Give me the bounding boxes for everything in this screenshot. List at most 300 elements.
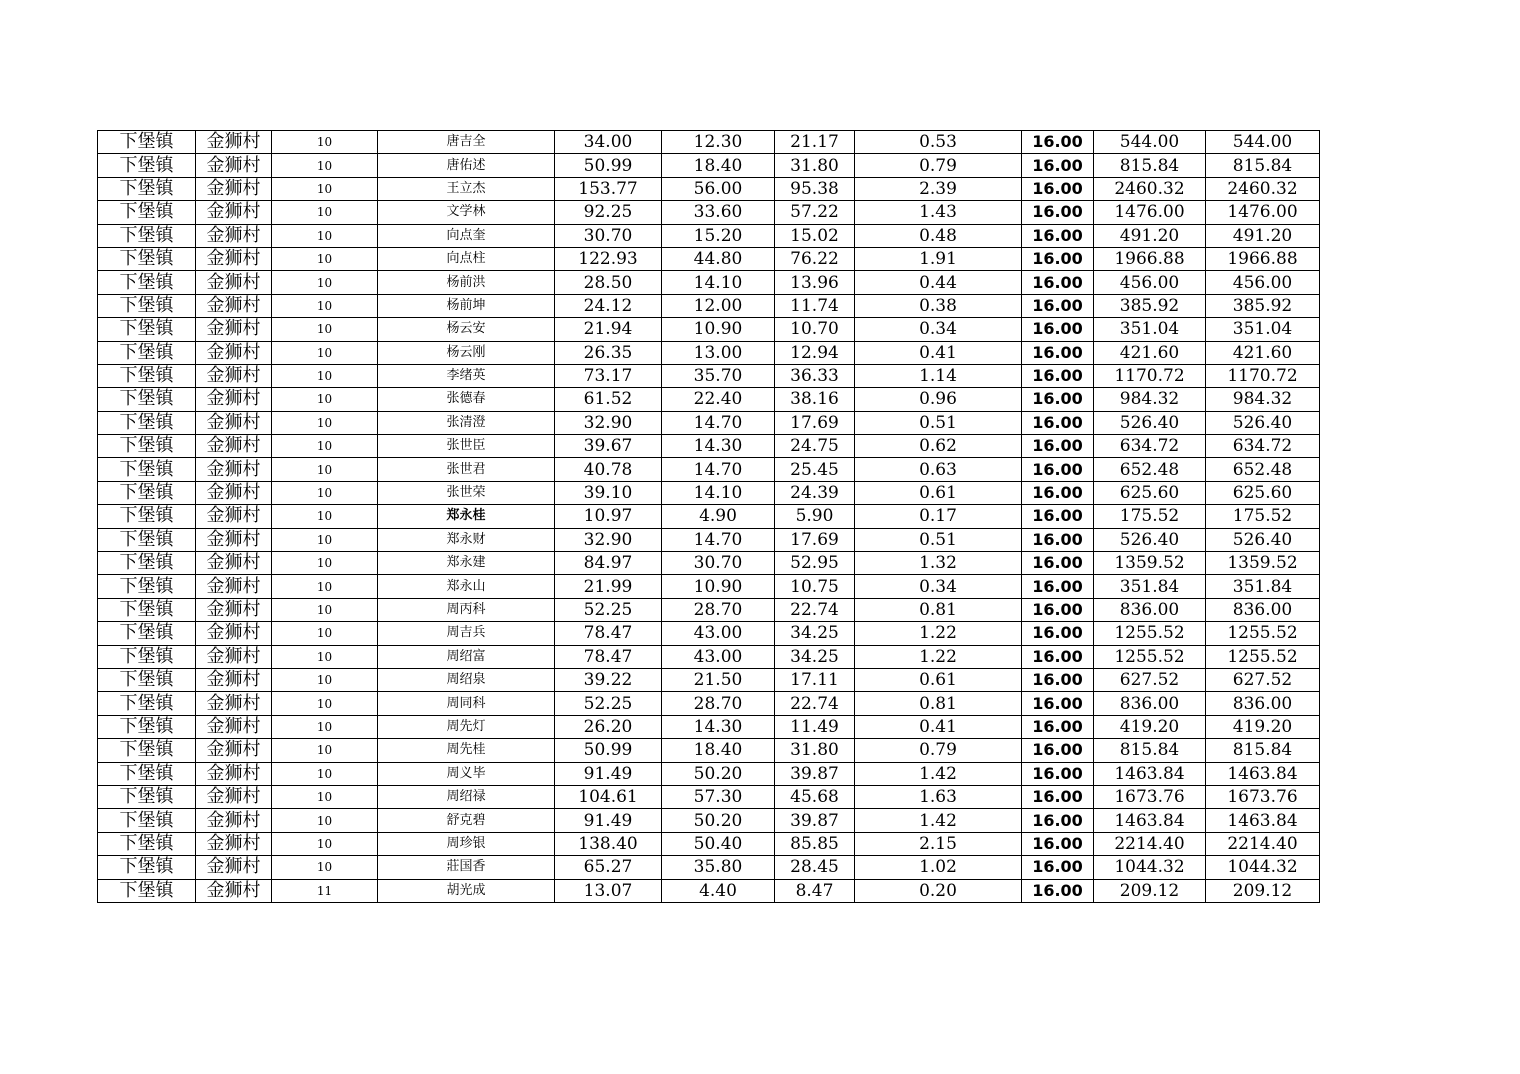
value-a-cell: 14.10 bbox=[662, 481, 775, 504]
village-cell: 金狮村 bbox=[196, 762, 272, 785]
total-cell: 984.32 bbox=[1206, 388, 1320, 411]
value-c-cell: 0.51 bbox=[855, 411, 1022, 434]
rate-cell: 16.00 bbox=[1022, 715, 1094, 738]
town-cell: 下堡镇 bbox=[98, 552, 196, 575]
data-table bbox=[97, 130, 1320, 903]
table-row bbox=[98, 201, 1320, 224]
total-cell: 836.00 bbox=[1206, 692, 1320, 715]
rate-cell: 16.00 bbox=[1022, 341, 1094, 364]
amount-cell: 419.20 bbox=[1094, 715, 1206, 738]
rate-cell: 16.00 bbox=[1022, 154, 1094, 177]
value-c-cell: 2.15 bbox=[855, 832, 1022, 855]
rate-cell: 16.00 bbox=[1022, 552, 1094, 575]
rate-cell: 16.00 bbox=[1022, 201, 1094, 224]
name-cell: 杨云安 bbox=[378, 318, 555, 341]
town-cell: 下堡镇 bbox=[98, 247, 196, 270]
table-row bbox=[98, 247, 1320, 270]
value-a-cell: 10.90 bbox=[662, 575, 775, 598]
amount-cell: 1463.84 bbox=[1094, 809, 1206, 832]
rate-cell: 16.00 bbox=[1022, 832, 1094, 855]
area-cell: 24.12 bbox=[555, 294, 662, 317]
value-a-cell: 57.30 bbox=[662, 785, 775, 808]
amount-cell: 652.48 bbox=[1094, 458, 1206, 481]
value-b-cell: 38.16 bbox=[775, 388, 855, 411]
amount-cell: 351.84 bbox=[1094, 575, 1206, 598]
total-cell: 1966.88 bbox=[1206, 247, 1320, 270]
total-cell: 1255.52 bbox=[1206, 622, 1320, 645]
group-cell: 11 bbox=[272, 879, 378, 902]
group-cell: 10 bbox=[272, 318, 378, 341]
amount-cell: 526.40 bbox=[1094, 528, 1206, 551]
amount-cell: 1170.72 bbox=[1094, 364, 1206, 387]
table-row bbox=[98, 856, 1320, 879]
amount-cell: 1463.84 bbox=[1094, 762, 1206, 785]
group-cell: 10 bbox=[272, 856, 378, 879]
table-row bbox=[98, 271, 1320, 294]
town-cell: 下堡镇 bbox=[98, 692, 196, 715]
total-cell: 544.00 bbox=[1206, 131, 1320, 154]
town-cell: 下堡镇 bbox=[98, 435, 196, 458]
name-cell: 舒克碧 bbox=[378, 809, 555, 832]
village-cell: 金狮村 bbox=[196, 809, 272, 832]
area-cell: 21.99 bbox=[555, 575, 662, 598]
town-cell: 下堡镇 bbox=[98, 528, 196, 551]
value-a-cell: 14.30 bbox=[662, 715, 775, 738]
value-c-cell: 0.38 bbox=[855, 294, 1022, 317]
village-cell: 金狮村 bbox=[196, 154, 272, 177]
value-b-cell: 21.17 bbox=[775, 131, 855, 154]
village-cell: 金狮村 bbox=[196, 364, 272, 387]
area-cell: 153.77 bbox=[555, 177, 662, 200]
village-cell: 金狮村 bbox=[196, 224, 272, 247]
amount-cell: 209.12 bbox=[1094, 879, 1206, 902]
rate-cell: 16.00 bbox=[1022, 622, 1094, 645]
amount-cell: 1966.88 bbox=[1094, 247, 1206, 270]
total-cell: 1044.32 bbox=[1206, 856, 1320, 879]
total-cell: 1170.72 bbox=[1206, 364, 1320, 387]
group-cell: 10 bbox=[272, 762, 378, 785]
total-cell: 627.52 bbox=[1206, 668, 1320, 691]
group-cell: 10 bbox=[272, 645, 378, 668]
value-c-cell: 0.81 bbox=[855, 598, 1022, 621]
area-cell: 34.00 bbox=[555, 131, 662, 154]
name-cell: 文学林 bbox=[378, 201, 555, 224]
town-cell: 下堡镇 bbox=[98, 481, 196, 504]
group-cell: 10 bbox=[272, 177, 378, 200]
value-a-cell: 18.40 bbox=[662, 739, 775, 762]
value-a-cell: 14.10 bbox=[662, 271, 775, 294]
name-cell: 杨前坤 bbox=[378, 294, 555, 317]
area-cell: 138.40 bbox=[555, 832, 662, 855]
amount-cell: 1359.52 bbox=[1094, 552, 1206, 575]
rate-cell: 16.00 bbox=[1022, 598, 1094, 621]
value-b-cell: 31.80 bbox=[775, 154, 855, 177]
value-b-cell: 11.49 bbox=[775, 715, 855, 738]
total-cell: 419.20 bbox=[1206, 715, 1320, 738]
value-a-cell: 15.20 bbox=[662, 224, 775, 247]
rate-cell: 16.00 bbox=[1022, 762, 1094, 785]
area-cell: 39.10 bbox=[555, 481, 662, 504]
village-cell: 金狮村 bbox=[196, 668, 272, 691]
village-cell: 金狮村 bbox=[196, 388, 272, 411]
amount-cell: 1476.00 bbox=[1094, 201, 1206, 224]
rate-cell: 16.00 bbox=[1022, 856, 1094, 879]
group-cell: 10 bbox=[272, 715, 378, 738]
amount-cell: 1044.32 bbox=[1094, 856, 1206, 879]
name-cell: 王立杰 bbox=[378, 177, 555, 200]
table-row bbox=[98, 435, 1320, 458]
town-cell: 下堡镇 bbox=[98, 715, 196, 738]
value-a-cell: 18.40 bbox=[662, 154, 775, 177]
town-cell: 下堡镇 bbox=[98, 154, 196, 177]
value-b-cell: 45.68 bbox=[775, 785, 855, 808]
area-cell: 92.25 bbox=[555, 201, 662, 224]
group-cell: 10 bbox=[272, 154, 378, 177]
rate-cell: 16.00 bbox=[1022, 505, 1094, 528]
total-cell: 526.40 bbox=[1206, 528, 1320, 551]
total-cell: 1255.52 bbox=[1206, 645, 1320, 668]
village-cell: 金狮村 bbox=[196, 692, 272, 715]
town-cell: 下堡镇 bbox=[98, 364, 196, 387]
rate-cell: 16.00 bbox=[1022, 177, 1094, 200]
village-cell: 金狮村 bbox=[196, 271, 272, 294]
rate-cell: 16.00 bbox=[1022, 364, 1094, 387]
value-b-cell: 52.95 bbox=[775, 552, 855, 575]
name-cell: 周义毕 bbox=[378, 762, 555, 785]
value-c-cell: 0.79 bbox=[855, 739, 1022, 762]
total-cell: 1463.84 bbox=[1206, 762, 1320, 785]
table-row bbox=[98, 645, 1320, 668]
area-cell: 61.52 bbox=[555, 388, 662, 411]
value-c-cell: 0.41 bbox=[855, 715, 1022, 738]
name-cell: 张世荣 bbox=[378, 481, 555, 504]
value-b-cell: 13.96 bbox=[775, 271, 855, 294]
value-c-cell: 0.20 bbox=[855, 879, 1022, 902]
value-b-cell: 11.74 bbox=[775, 294, 855, 317]
total-cell: 1359.52 bbox=[1206, 552, 1320, 575]
area-cell: 78.47 bbox=[555, 645, 662, 668]
total-cell: 385.92 bbox=[1206, 294, 1320, 317]
amount-cell: 491.20 bbox=[1094, 224, 1206, 247]
value-c-cell: 0.63 bbox=[855, 458, 1022, 481]
value-a-cell: 4.40 bbox=[662, 879, 775, 902]
village-cell: 金狮村 bbox=[196, 739, 272, 762]
group-cell: 10 bbox=[272, 247, 378, 270]
amount-cell: 836.00 bbox=[1094, 598, 1206, 621]
name-cell: 周先灯 bbox=[378, 715, 555, 738]
name-cell: 周先桂 bbox=[378, 739, 555, 762]
village-cell: 金狮村 bbox=[196, 458, 272, 481]
value-b-cell: 36.33 bbox=[775, 364, 855, 387]
amount-cell: 351.04 bbox=[1094, 318, 1206, 341]
group-cell: 10 bbox=[272, 224, 378, 247]
table-row bbox=[98, 668, 1320, 691]
area-cell: 65.27 bbox=[555, 856, 662, 879]
value-b-cell: 17.11 bbox=[775, 668, 855, 691]
value-c-cell: 2.39 bbox=[855, 177, 1022, 200]
value-b-cell: 22.74 bbox=[775, 692, 855, 715]
value-a-cell: 50.40 bbox=[662, 832, 775, 855]
table-row bbox=[98, 575, 1320, 598]
value-c-cell: 1.42 bbox=[855, 762, 1022, 785]
table-row bbox=[98, 528, 1320, 551]
value-b-cell: 25.45 bbox=[775, 458, 855, 481]
group-cell: 10 bbox=[272, 622, 378, 645]
village-cell: 金狮村 bbox=[196, 435, 272, 458]
town-cell: 下堡镇 bbox=[98, 668, 196, 691]
area-cell: 52.25 bbox=[555, 692, 662, 715]
table-row bbox=[98, 785, 1320, 808]
value-c-cell: 0.62 bbox=[855, 435, 1022, 458]
area-cell: 13.07 bbox=[555, 879, 662, 902]
name-cell: 莊国香 bbox=[378, 856, 555, 879]
village-cell: 金狮村 bbox=[196, 856, 272, 879]
village-cell: 金狮村 bbox=[196, 247, 272, 270]
rate-cell: 16.00 bbox=[1022, 294, 1094, 317]
value-c-cell: 0.34 bbox=[855, 575, 1022, 598]
table-row bbox=[98, 692, 1320, 715]
value-a-cell: 35.70 bbox=[662, 364, 775, 387]
value-c-cell: 0.44 bbox=[855, 271, 1022, 294]
town-cell: 下堡镇 bbox=[98, 271, 196, 294]
group-cell: 10 bbox=[272, 364, 378, 387]
area-cell: 21.94 bbox=[555, 318, 662, 341]
group-cell: 10 bbox=[272, 528, 378, 551]
value-c-cell: 0.34 bbox=[855, 318, 1022, 341]
town-cell: 下堡镇 bbox=[98, 622, 196, 645]
value-c-cell: 0.48 bbox=[855, 224, 1022, 247]
area-cell: 26.20 bbox=[555, 715, 662, 738]
value-a-cell: 56.00 bbox=[662, 177, 775, 200]
town-cell: 下堡镇 bbox=[98, 598, 196, 621]
town-cell: 下堡镇 bbox=[98, 762, 196, 785]
total-cell: 526.40 bbox=[1206, 411, 1320, 434]
value-a-cell: 12.30 bbox=[662, 131, 775, 154]
group-cell: 10 bbox=[272, 458, 378, 481]
area-cell: 26.35 bbox=[555, 341, 662, 364]
area-cell: 32.90 bbox=[555, 528, 662, 551]
name-cell: 张世臣 bbox=[378, 435, 555, 458]
value-b-cell: 17.69 bbox=[775, 528, 855, 551]
value-b-cell: 39.87 bbox=[775, 762, 855, 785]
value-c-cell: 1.32 bbox=[855, 552, 1022, 575]
value-c-cell: 1.42 bbox=[855, 809, 1022, 832]
total-cell: 456.00 bbox=[1206, 271, 1320, 294]
total-cell: 491.20 bbox=[1206, 224, 1320, 247]
table-row bbox=[98, 388, 1320, 411]
area-cell: 84.97 bbox=[555, 552, 662, 575]
total-cell: 351.84 bbox=[1206, 575, 1320, 598]
value-c-cell: 0.61 bbox=[855, 668, 1022, 691]
amount-cell: 2460.32 bbox=[1094, 177, 1206, 200]
total-cell: 2460.32 bbox=[1206, 177, 1320, 200]
group-cell: 10 bbox=[272, 271, 378, 294]
rate-cell: 16.00 bbox=[1022, 785, 1094, 808]
value-a-cell: 28.70 bbox=[662, 692, 775, 715]
village-cell: 金狮村 bbox=[196, 177, 272, 200]
town-cell: 下堡镇 bbox=[98, 505, 196, 528]
value-a-cell: 21.50 bbox=[662, 668, 775, 691]
value-b-cell: 10.70 bbox=[775, 318, 855, 341]
name-cell: 周珍银 bbox=[378, 832, 555, 855]
rate-cell: 16.00 bbox=[1022, 879, 1094, 902]
town-cell: 下堡镇 bbox=[98, 575, 196, 598]
total-cell: 652.48 bbox=[1206, 458, 1320, 481]
table-row bbox=[98, 411, 1320, 434]
rate-cell: 16.00 bbox=[1022, 224, 1094, 247]
value-c-cell: 0.79 bbox=[855, 154, 1022, 177]
name-cell: 周绍富 bbox=[378, 645, 555, 668]
value-a-cell: 43.00 bbox=[662, 622, 775, 645]
village-cell: 金狮村 bbox=[196, 505, 272, 528]
area-cell: 104.61 bbox=[555, 785, 662, 808]
total-cell: 1673.76 bbox=[1206, 785, 1320, 808]
name-cell: 郑永建 bbox=[378, 552, 555, 575]
value-a-cell: 14.70 bbox=[662, 458, 775, 481]
total-cell: 836.00 bbox=[1206, 598, 1320, 621]
amount-cell: 175.52 bbox=[1094, 505, 1206, 528]
value-a-cell: 33.60 bbox=[662, 201, 775, 224]
value-b-cell: 95.38 bbox=[775, 177, 855, 200]
town-cell: 下堡镇 bbox=[98, 318, 196, 341]
value-a-cell: 13.00 bbox=[662, 341, 775, 364]
name-cell: 郑永山 bbox=[378, 575, 555, 598]
village-cell: 金狮村 bbox=[196, 832, 272, 855]
name-cell: 唐吉全 bbox=[378, 131, 555, 154]
value-b-cell: 15.02 bbox=[775, 224, 855, 247]
town-cell: 下堡镇 bbox=[98, 177, 196, 200]
amount-cell: 1255.52 bbox=[1094, 622, 1206, 645]
rate-cell: 16.00 bbox=[1022, 271, 1094, 294]
value-a-cell: 30.70 bbox=[662, 552, 775, 575]
area-cell: 10.97 bbox=[555, 505, 662, 528]
amount-cell: 456.00 bbox=[1094, 271, 1206, 294]
total-cell: 421.60 bbox=[1206, 341, 1320, 364]
name-cell: 杨前洪 bbox=[378, 271, 555, 294]
amount-cell: 634.72 bbox=[1094, 435, 1206, 458]
village-cell: 金狮村 bbox=[196, 341, 272, 364]
value-c-cell: 1.91 bbox=[855, 247, 1022, 270]
town-cell: 下堡镇 bbox=[98, 879, 196, 902]
total-cell: 625.60 bbox=[1206, 481, 1320, 504]
town-cell: 下堡镇 bbox=[98, 832, 196, 855]
amount-cell: 984.32 bbox=[1094, 388, 1206, 411]
amount-cell: 625.60 bbox=[1094, 481, 1206, 504]
town-cell: 下堡镇 bbox=[98, 856, 196, 879]
group-cell: 10 bbox=[272, 411, 378, 434]
area-cell: 28.50 bbox=[555, 271, 662, 294]
table-row bbox=[98, 364, 1320, 387]
value-c-cell: 0.81 bbox=[855, 692, 1022, 715]
town-cell: 下堡镇 bbox=[98, 224, 196, 247]
village-cell: 金狮村 bbox=[196, 598, 272, 621]
value-b-cell: 22.74 bbox=[775, 598, 855, 621]
table-row bbox=[98, 598, 1320, 621]
town-cell: 下堡镇 bbox=[98, 131, 196, 154]
amount-cell: 627.52 bbox=[1094, 668, 1206, 691]
table-row bbox=[98, 715, 1320, 738]
area-cell: 39.22 bbox=[555, 668, 662, 691]
amount-cell: 1673.76 bbox=[1094, 785, 1206, 808]
area-cell: 91.49 bbox=[555, 809, 662, 832]
value-a-cell: 44.80 bbox=[662, 247, 775, 270]
value-b-cell: 12.94 bbox=[775, 341, 855, 364]
value-a-cell: 50.20 bbox=[662, 762, 775, 785]
group-cell: 10 bbox=[272, 131, 378, 154]
area-cell: 91.49 bbox=[555, 762, 662, 785]
table-row bbox=[98, 505, 1320, 528]
town-cell: 下堡镇 bbox=[98, 201, 196, 224]
table-row bbox=[98, 739, 1320, 762]
value-b-cell: 34.25 bbox=[775, 645, 855, 668]
group-cell: 10 bbox=[272, 739, 378, 762]
amount-cell: 836.00 bbox=[1094, 692, 1206, 715]
table-row bbox=[98, 341, 1320, 364]
total-cell: 634.72 bbox=[1206, 435, 1320, 458]
area-cell: 32.90 bbox=[555, 411, 662, 434]
value-c-cell: 1.63 bbox=[855, 785, 1022, 808]
total-cell: 351.04 bbox=[1206, 318, 1320, 341]
group-cell: 10 bbox=[272, 505, 378, 528]
town-cell: 下堡镇 bbox=[98, 785, 196, 808]
value-c-cell: 0.96 bbox=[855, 388, 1022, 411]
value-a-cell: 14.70 bbox=[662, 528, 775, 551]
group-cell: 10 bbox=[272, 668, 378, 691]
village-cell: 金狮村 bbox=[196, 715, 272, 738]
name-cell: 张德春 bbox=[378, 388, 555, 411]
rate-cell: 16.00 bbox=[1022, 645, 1094, 668]
area-cell: 50.99 bbox=[555, 739, 662, 762]
value-a-cell: 35.80 bbox=[662, 856, 775, 879]
town-cell: 下堡镇 bbox=[98, 458, 196, 481]
town-cell: 下堡镇 bbox=[98, 341, 196, 364]
rate-cell: 16.00 bbox=[1022, 739, 1094, 762]
town-cell: 下堡镇 bbox=[98, 294, 196, 317]
table-body bbox=[98, 131, 1320, 903]
value-b-cell: 39.87 bbox=[775, 809, 855, 832]
total-cell: 1476.00 bbox=[1206, 201, 1320, 224]
table-row bbox=[98, 622, 1320, 645]
rate-cell: 16.00 bbox=[1022, 481, 1094, 504]
village-cell: 金狮村 bbox=[196, 294, 272, 317]
group-cell: 10 bbox=[272, 435, 378, 458]
name-cell: 向点奎 bbox=[378, 224, 555, 247]
total-cell: 1463.84 bbox=[1206, 809, 1320, 832]
value-b-cell: 76.22 bbox=[775, 247, 855, 270]
table-row bbox=[98, 154, 1320, 177]
value-a-cell: 12.00 bbox=[662, 294, 775, 317]
total-cell: 209.12 bbox=[1206, 879, 1320, 902]
value-b-cell: 8.47 bbox=[775, 879, 855, 902]
village-cell: 金狮村 bbox=[196, 481, 272, 504]
group-cell: 10 bbox=[272, 481, 378, 504]
village-cell: 金狮村 bbox=[196, 528, 272, 551]
value-a-cell: 14.70 bbox=[662, 411, 775, 434]
amount-cell: 815.84 bbox=[1094, 739, 1206, 762]
table-row bbox=[98, 552, 1320, 575]
name-cell: 周同科 bbox=[378, 692, 555, 715]
name-cell: 周绍泉 bbox=[378, 668, 555, 691]
value-c-cell: 1.14 bbox=[855, 364, 1022, 387]
village-cell: 金狮村 bbox=[196, 879, 272, 902]
rate-cell: 16.00 bbox=[1022, 435, 1094, 458]
table-row bbox=[98, 762, 1320, 785]
value-b-cell: 85.85 bbox=[775, 832, 855, 855]
rate-cell: 16.00 bbox=[1022, 411, 1094, 434]
value-b-cell: 31.80 bbox=[775, 739, 855, 762]
name-cell: 周吉兵 bbox=[378, 622, 555, 645]
table-row bbox=[98, 177, 1320, 200]
